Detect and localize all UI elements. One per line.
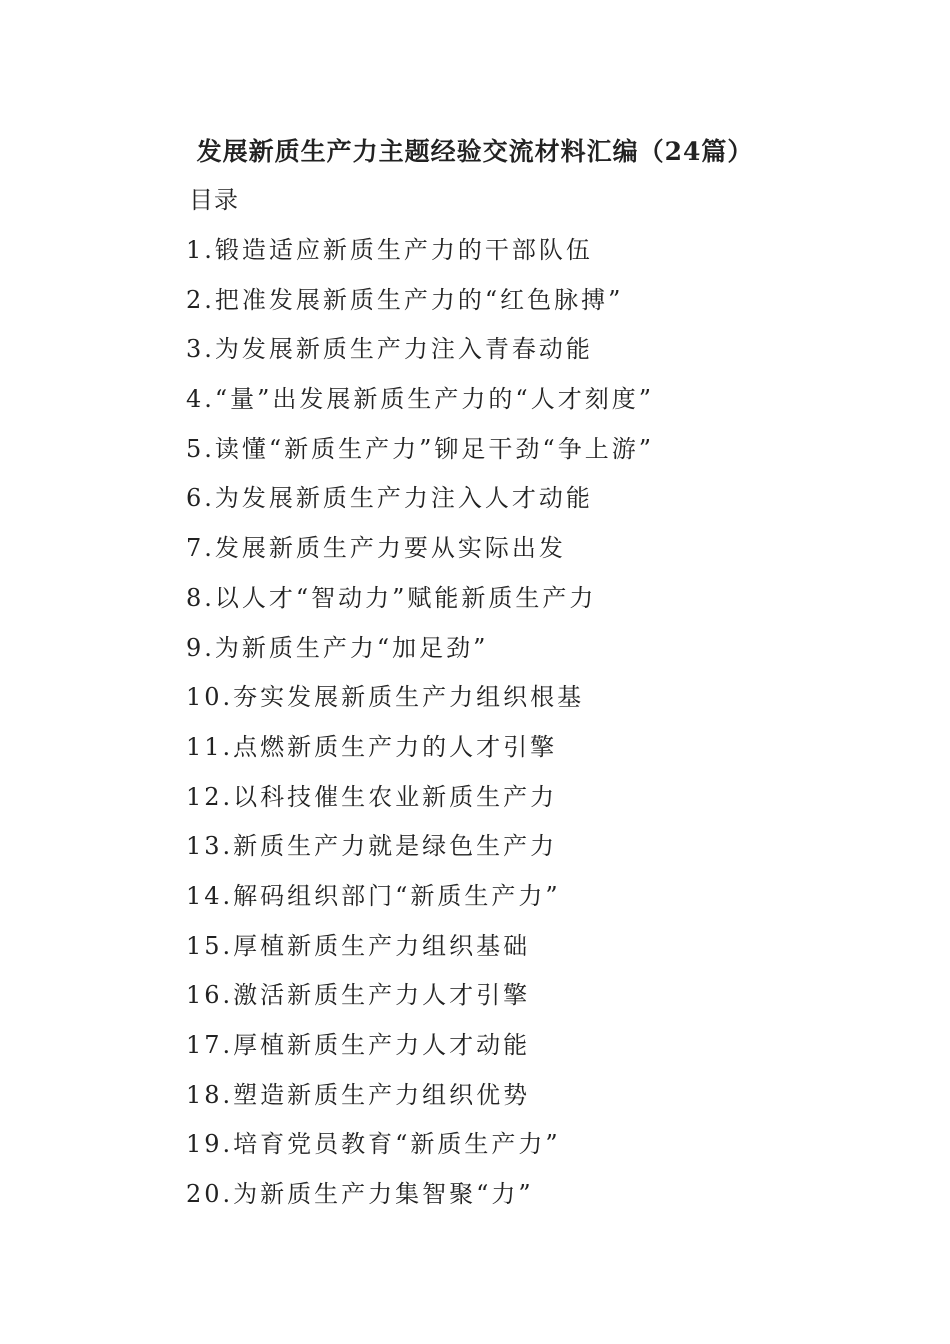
toc-item-19: 19.培育党员教育“新质生产力” xyxy=(186,1130,561,1159)
toc-item-7: 7.发展新质生产力要从实际出发 xyxy=(186,534,566,563)
toc-item-1: 1.锻造适应新质生产力的干部队伍 xyxy=(186,236,593,264)
toc-item-11: 11.点燃新质生产力的人才引擎 xyxy=(186,732,558,761)
toc-list xyxy=(186,233,654,1227)
toc-item-2: 2.把准发展新质生产力的“红色脉搏” xyxy=(186,285,624,314)
toc-item-15: 15.厚植新质生产力组织基础 xyxy=(186,931,531,960)
toc-item-12: 12.以科技催生农业新质生产力 xyxy=(186,782,558,811)
toc-heading: 目录 xyxy=(189,186,239,214)
toc-item-17: 17.厚植新质生产力人才动能 xyxy=(186,1031,531,1059)
toc-item-20: 20.为新质生产力集智聚“力” xyxy=(186,1180,534,1209)
toc-item-8: 8.以人才“智动力”赋能新质生产力 xyxy=(186,583,597,612)
toc-item-5: 5.读懂“新质生产力”铆足干劲“争上游” xyxy=(186,434,654,463)
toc-item-16: 16.激活新质生产力人才引擎 xyxy=(186,981,531,1010)
toc-item-4: 4.“量”出发展新质生产力的“人才刻度” xyxy=(186,385,654,414)
toc-item-6: 6.为发展新质生产力注入人才动能 xyxy=(186,484,593,513)
toc-item-13: 13.新质生产力就是绿色生产力 xyxy=(186,832,558,861)
document-title: 发展新质生产力主题经验交流材料汇编（24篇） xyxy=(196,137,754,166)
toc-item-18: 18.塑造新质生产力组织优势 xyxy=(186,1080,531,1109)
toc-item-3: 3.为发展新质生产力注入青春动能 xyxy=(186,335,593,364)
toc-item-9: 9.为新质生产力“加足劲” xyxy=(186,633,489,662)
toc-item-14: 14.解码组织部门“新质生产力” xyxy=(186,881,561,910)
toc-item-10: 10.夯实发展新质生产力组织根基 xyxy=(186,683,585,712)
